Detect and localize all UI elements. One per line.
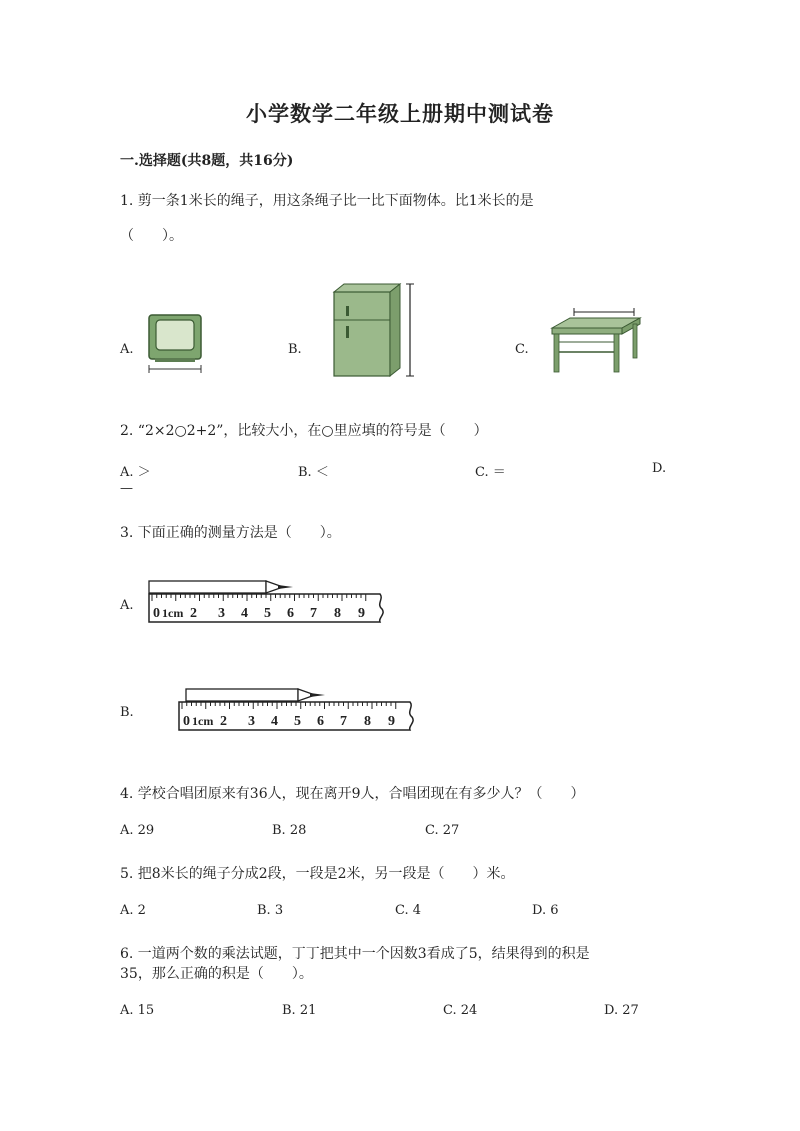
q2-option-c[interactable]: C. ＝ [475,465,506,480]
question-2-text: 2. “2×2○2+2”，比较大小，在○里应填的符号是（ ） [120,423,488,439]
refrigerator-icon [330,280,418,380]
question-1-text-cont: （ ）。 [120,228,183,244]
page-title: 小学数学二年级上册期中测试卷 [246,101,554,126]
q5-option-b[interactable]: B. 3 [257,903,284,918]
ruler-label: 9 [388,714,395,729]
ruler-label: 3 [248,714,255,729]
ruler-label: 7 [340,714,347,729]
q6-option-c[interactable]: C. 24 [443,1003,478,1018]
ruler-label: 5 [294,714,301,729]
ruler-label: 0 [183,714,190,729]
ruler-label: 8 [334,606,341,621]
ruler-pencil-aligned-icon [148,578,393,624]
q1-option-b-label[interactable]: B. [288,342,302,357]
q6-option-d[interactable]: D. 27 [604,1003,639,1018]
section-heading: 一.选择题(共8题，共16分) [120,153,294,169]
ruler-label: 1cm [162,606,184,620]
q1-option-c-label[interactable]: C. [515,342,529,357]
q2-option-d[interactable]: D. [652,461,667,476]
ruler-label: 5 [264,606,271,621]
ruler-label: 1cm [192,714,214,728]
question-6-text-cont: 35，那么正确的积是（ ）。 [120,966,313,982]
q5-option-a[interactable]: A. 2 [120,903,146,918]
ruler-label: 2 [190,606,197,621]
q6-option-a[interactable]: A. 15 [120,1003,155,1018]
q3-option-a-label[interactable]: A. [120,598,134,613]
question-1-text: 1. 剪一条1米长的绳子，用这条绳子比一比下面物体。比1米长的是 [120,193,534,209]
ruler-label: 6 [317,714,324,729]
q5-option-c[interactable]: C. 4 [395,903,422,918]
q2-option-d-value: — [120,481,133,496]
q4-option-a[interactable]: A. 29 [120,823,155,838]
question-3-text: 3. 下面正确的测量方法是（ ）。 [120,525,341,541]
q4-option-c[interactable]: C. 27 [425,823,460,838]
ruler-label: 0 [153,606,160,621]
ruler-label: 2 [220,714,227,729]
ruler-label: 7 [310,606,317,621]
question-5-text: 5. 把8米长的绳子分成2段，一段是2米，另一段是（ ）米。 [120,866,515,882]
q4-option-b[interactable]: B. 28 [272,823,307,838]
ruler-label: 4 [271,714,278,729]
ruler-pencil-misaligned-icon [178,686,423,732]
question-4-text: 4. 学校合唱团原来有36人，现在离开9人，合唱团现在有多少人？（ ） [120,786,585,802]
q3-option-b-label[interactable]: B. [120,705,134,720]
table-icon [548,308,642,376]
q5-option-d[interactable]: D. 6 [532,903,559,918]
q2-option-a[interactable]: A. ＞ [120,465,151,480]
q2-option-b[interactable]: B. ＜ [298,465,329,480]
ruler-label: 9 [358,606,365,621]
ruler-label: 8 [364,714,371,729]
ruler-label: 6 [287,606,294,621]
q1-option-a-label[interactable]: A. [120,342,134,357]
ruler-label: 4 [241,606,248,621]
ruler-label: 3 [218,606,225,621]
q6-option-b[interactable]: B. 21 [282,1003,317,1018]
tv-icon [145,312,207,376]
question-6-text: 6. 一道两个数的乘法试题，丁丁把其中一个因数3看成了5，结果得到的积是 [120,946,590,962]
